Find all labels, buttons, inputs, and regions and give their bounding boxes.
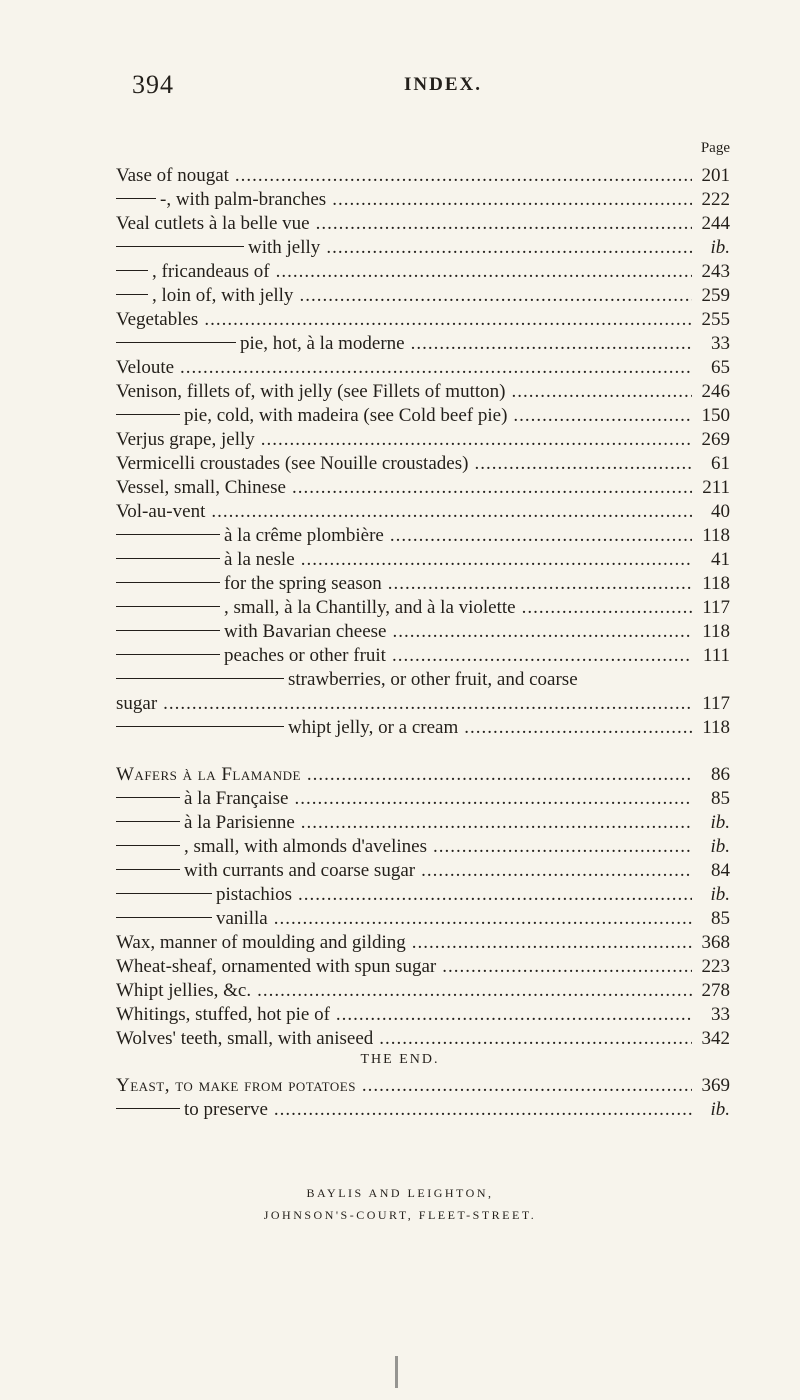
entry-text: Wolves' teeth, small, with aniseed [116, 1028, 374, 1049]
index-entry [116, 955, 730, 979]
entry-text: with Bavarian cheese [224, 621, 387, 642]
entry-text: Verjus grape, jelly [116, 429, 255, 450]
dot-leader [316, 212, 692, 236]
index-entry [116, 548, 730, 572]
entry-text: to preserve [184, 1099, 268, 1120]
index-entry [116, 164, 730, 188]
dot-leader [274, 1098, 692, 1122]
index-entry [116, 476, 730, 500]
dot-leader [362, 1074, 692, 1098]
dot-leader [336, 1003, 692, 1027]
index-entry [116, 1098, 730, 1122]
page-reference: 41 [711, 549, 730, 570]
page-mark [395, 1356, 398, 1388]
index-entry [116, 931, 730, 955]
dot-leader [301, 548, 692, 572]
dot-leader [411, 332, 692, 356]
page-reference: 118 [702, 525, 730, 546]
page-reference: 117 [702, 693, 730, 714]
the-end: THE END. [360, 1052, 440, 1067]
ditto-rule [116, 630, 220, 631]
page-reference: 84 [711, 860, 730, 881]
dot-leader [392, 644, 692, 668]
dot-leader [379, 1027, 692, 1051]
ditto-rule [116, 414, 180, 415]
page-column-label: Page [700, 140, 730, 156]
entry-text: with jelly [248, 237, 321, 258]
ditto-rule [116, 558, 220, 559]
dot-leader [276, 260, 692, 284]
entry-text: , loin of, with jelly [152, 285, 294, 306]
page-reference: 255 [701, 309, 730, 330]
dot-leader [412, 931, 692, 955]
index-entry [116, 907, 730, 931]
page-reference: 244 [701, 213, 730, 234]
dot-leader [307, 763, 692, 787]
index-entry [116, 308, 730, 332]
page-reference: 65 [711, 357, 730, 378]
dot-leader [257, 979, 692, 1003]
index-entry [116, 188, 730, 212]
dot-leader [292, 476, 692, 500]
dot-leader [442, 955, 692, 979]
entry-text: with currants and coarse sugar [184, 860, 416, 881]
index-entry [116, 811, 730, 835]
ditto-rule [116, 893, 212, 894]
ditto-rule [116, 246, 244, 247]
index-entry [116, 1027, 730, 1051]
ditto-rule [116, 726, 284, 727]
entry-text: peaches or other fruit [224, 645, 386, 666]
dot-leader [163, 692, 692, 716]
ditto-rule [116, 342, 236, 343]
entry-text: Veloute [116, 357, 175, 378]
dot-leader [301, 811, 692, 835]
index-section-v [116, 164, 730, 740]
index-section-w [116, 763, 730, 1051]
index-entry [116, 428, 730, 452]
page-reference: 278 [701, 980, 730, 1001]
page-reference: 368 [701, 932, 730, 953]
page-reference: 111 [702, 645, 730, 666]
entry-text: Yeast, to make from potatoes [116, 1075, 356, 1096]
page-reference: 243 [701, 261, 730, 282]
ditto-rule [116, 678, 284, 679]
index-entry [116, 356, 730, 380]
entry-text: , small, à la Chantilly, and à la violette [224, 597, 516, 618]
index-entry [116, 500, 730, 524]
page-reference: ib. [710, 836, 730, 857]
page-reference: 85 [711, 788, 730, 809]
entry-text: sugar [116, 693, 158, 714]
entry-text: Wafers à la Flamande [116, 764, 301, 785]
page-number: 394 [132, 70, 174, 99]
entry-text: à la crême plombière [224, 525, 384, 546]
running-title: INDEX. [404, 74, 482, 95]
page-reference: 369 [701, 1075, 730, 1096]
index-entry [116, 763, 730, 787]
entry-text: Vessel, small, Chinese [116, 477, 286, 498]
page-reference: ib. [710, 1099, 730, 1120]
dot-leader [474, 452, 692, 476]
dot-leader [294, 787, 692, 811]
ditto-rule [116, 1108, 180, 1109]
page-reference: ib. [710, 884, 730, 905]
dot-leader [204, 308, 692, 332]
page-reference: 40 [711, 501, 730, 522]
index-entry [116, 979, 730, 1003]
index-entry [116, 572, 730, 596]
entry-text: Wax, manner of moulding and gilding [116, 932, 406, 953]
entry-text: Whitings, stuffed, hot pie of [116, 1004, 330, 1025]
index-entry [116, 284, 730, 308]
dot-leader [326, 236, 692, 260]
running-head [132, 70, 730, 102]
entry-text: pie, hot, à la moderne [240, 333, 405, 354]
dot-leader [421, 859, 692, 883]
page-reference: 33 [711, 333, 730, 354]
index-entry [116, 452, 730, 476]
page-reference: 85 [711, 908, 730, 929]
dot-leader [332, 188, 692, 212]
page-reference: 118 [702, 621, 730, 642]
page-reference: 201 [701, 165, 730, 186]
dot-leader [180, 356, 692, 380]
index-entry [116, 644, 730, 668]
dot-leader [274, 907, 692, 931]
page-reference: 342 [701, 1028, 730, 1049]
entry-text: à la Française [184, 788, 289, 809]
page-reference: 259 [701, 285, 730, 306]
page-reference: 246 [701, 381, 730, 402]
page-reference: ib. [710, 812, 730, 833]
page-reference: 223 [701, 956, 730, 977]
dot-leader [299, 284, 692, 308]
ditto-rule [116, 534, 220, 535]
entry-text: Vegetables [116, 309, 199, 330]
page-reference: 33 [711, 1004, 730, 1025]
entry-text: , fricandeaus of [152, 261, 270, 282]
page-reference: 222 [701, 189, 730, 210]
entry-text: Whipt jellies, &c. [116, 980, 252, 1001]
page-reference: 211 [702, 477, 730, 498]
index-entry [116, 668, 730, 692]
entry-text: Vase of nougat [116, 165, 229, 186]
ditto-rule [116, 198, 156, 199]
page-reference: 150 [701, 405, 730, 426]
entry-text: pie, cold, with madeira (see Cold beef pie) [184, 405, 508, 426]
index-entry [116, 236, 730, 260]
index-entry [116, 859, 730, 883]
index-entry [116, 212, 730, 236]
index-entry [116, 835, 730, 859]
index-entry [116, 260, 730, 284]
index-entry [116, 596, 730, 620]
ditto-rule [116, 582, 220, 583]
page-reference: 118 [702, 573, 730, 594]
page-reference: ib. [710, 237, 730, 258]
ditto-rule [116, 821, 180, 822]
dot-leader [298, 883, 692, 907]
page-reference: 118 [702, 717, 730, 738]
dot-leader [388, 572, 692, 596]
index-entry [116, 380, 730, 404]
index-entry [116, 1074, 730, 1098]
index-entry [116, 524, 730, 548]
dot-leader [511, 380, 692, 404]
entry-text: -, with palm-branches [160, 189, 327, 210]
ditto-rule [116, 917, 212, 918]
dot-leader [513, 404, 692, 428]
dot-leader [433, 835, 692, 859]
entry-text: vanilla [216, 908, 268, 929]
entry-text: , small, with almonds d'avelines [184, 836, 428, 857]
index-entry [116, 620, 730, 644]
index-entry [116, 716, 730, 740]
entry-text: Vol-au-vent [116, 501, 206, 522]
entry-text: Wheat-sheaf, ornamented with spun sugar [116, 956, 437, 977]
dot-leader [390, 524, 692, 548]
entry-text: pistachios [216, 884, 292, 905]
ditto-rule [116, 797, 180, 798]
ditto-rule [116, 270, 148, 271]
dot-leader [392, 620, 692, 644]
entry-text: Vermicelli croustades (see Nouille croustades) [116, 453, 469, 474]
index-entries [116, 164, 730, 1122]
entry-text: à la Parisienne [184, 812, 295, 833]
index-section-y [116, 1074, 730, 1122]
printer-address: JOHNSON'S-COURT, FLEET-STREET. [263, 1208, 537, 1222]
page-reference: 86 [711, 764, 730, 785]
index-entry [116, 692, 730, 716]
ditto-rule [116, 606, 220, 607]
dot-leader [211, 500, 692, 524]
index-entry [116, 787, 730, 811]
index-entry [116, 883, 730, 907]
page-reference: 117 [702, 597, 730, 618]
ditto-rule [116, 845, 180, 846]
ditto-rule [116, 294, 148, 295]
printer-name: BAYLIS AND LEIGHTON, [306, 1186, 494, 1200]
dot-leader [522, 596, 692, 620]
index-entry [116, 1003, 730, 1027]
dot-leader [235, 164, 692, 188]
entry-text: Venison, fillets of, with jelly (see Fillets of mutton) [116, 381, 506, 402]
ditto-rule [116, 654, 220, 655]
entry-text: whipt jelly, or a cream [288, 717, 459, 738]
dot-leader [261, 428, 692, 452]
entry-text: Veal cutlets à la belle vue [116, 213, 310, 234]
page-reference: 269 [701, 429, 730, 450]
index-entry [116, 332, 730, 356]
entry-text: strawberries, or other fruit, and coarse [288, 669, 578, 690]
entry-text: à la nesle [224, 549, 295, 570]
ditto-rule [116, 869, 180, 870]
page-reference: 61 [711, 453, 730, 474]
dot-leader [464, 716, 692, 740]
index-entry [116, 404, 730, 428]
entry-text: for the spring season [224, 573, 382, 594]
